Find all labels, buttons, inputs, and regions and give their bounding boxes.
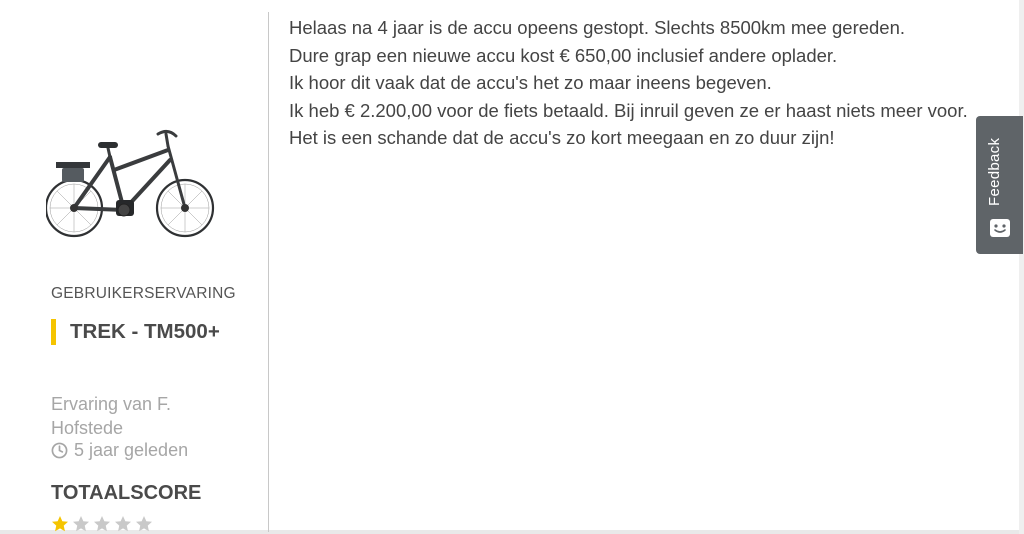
review-text <box>289 14 979 152</box>
feedback-label: Feedback <box>986 137 1003 206</box>
review-line: Het is een schande dat de accu's zo kort meegaan en zo duur zijn! <box>289 127 835 148</box>
clock-icon <box>51 442 68 459</box>
review-sidebar <box>0 0 268 530</box>
star-rating <box>51 515 153 533</box>
page-right-border <box>1019 0 1024 534</box>
star-empty-icon <box>135 515 153 533</box>
page-bottom-border <box>0 530 1024 534</box>
smiley-icon <box>989 218 1011 238</box>
star-empty-icon <box>114 515 132 533</box>
review-date <box>51 440 188 461</box>
column-divider <box>268 12 269 532</box>
star-empty-icon <box>93 515 111 533</box>
model-heading <box>51 318 220 346</box>
review-line: Dure grap een nieuwe accu kost € 650,00 inclusief andere oplader. <box>289 44 838 66</box>
accent-bar <box>51 319 56 345</box>
review-author: Ervaring van F. Hofstede <box>51 394 172 438</box>
star-filled-icon <box>51 515 69 533</box>
category-label: GEBRUIKERSERVARING <box>51 285 236 302</box>
review-line: Ik heb € 2.200,00 voor de fiets betaald. Bij inruil geven ze er haast niets meer voor. <box>289 99 968 121</box>
bike-model-title: TREK - TM500+ <box>70 320 220 343</box>
review-line: Ik hoor dit vaak dat de accu's het zo maar ineens begeven. <box>289 72 772 93</box>
bike-image <box>46 124 218 242</box>
feedback-button[interactable] <box>976 116 1023 254</box>
total-score-title: TOTAALSCORE <box>51 482 202 504</box>
star-empty-icon <box>72 515 90 533</box>
review-line: Helaas na 4 jaar is de accu opeens gestopt. Slechts 8500km mee gereden. <box>289 17 906 38</box>
posted-time: 5 jaar geleden <box>74 440 189 460</box>
